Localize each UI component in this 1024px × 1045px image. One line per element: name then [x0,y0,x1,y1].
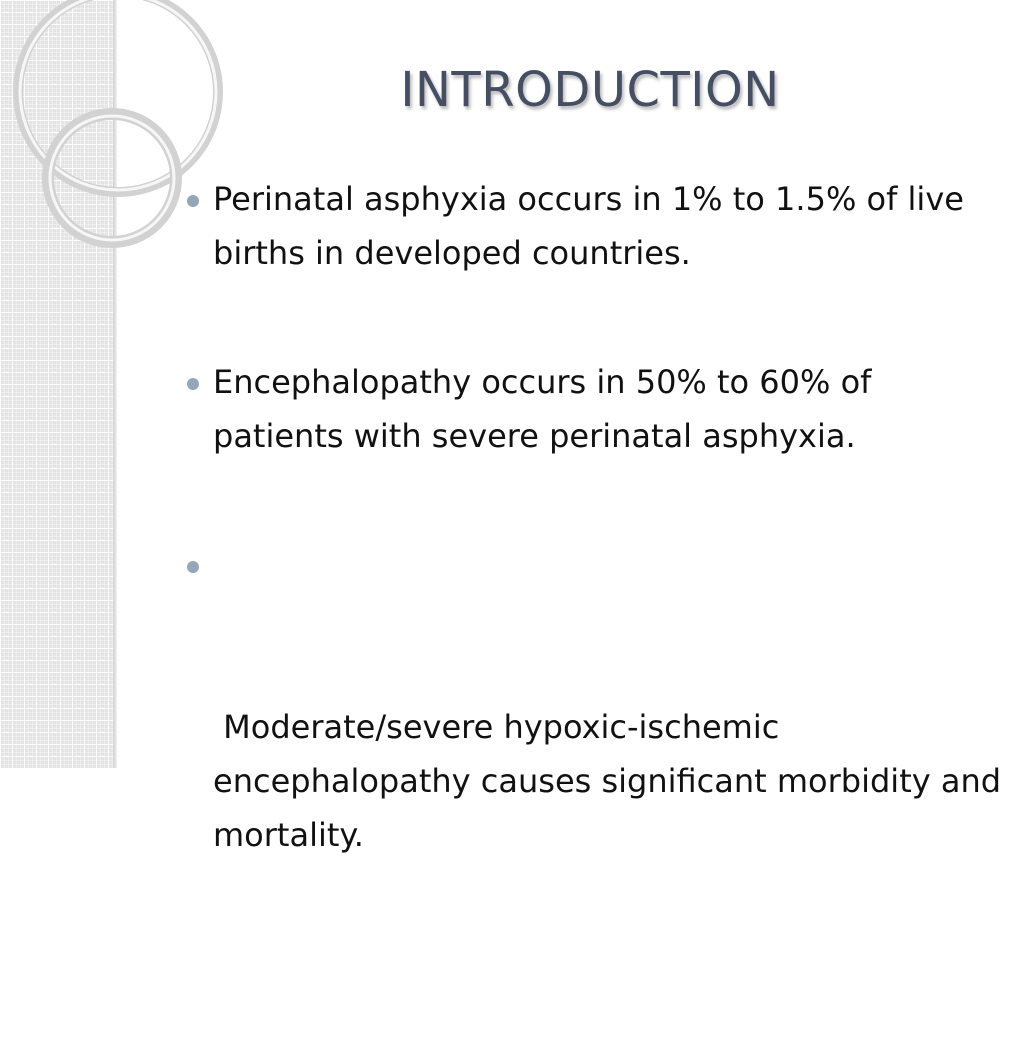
bullet-dot-icon [187,561,199,573]
decorative-rings [0,0,200,260]
bullet-list [183,172,1012,1045]
slide-title: INTRODUCTION [400,62,780,118]
bullet-item [183,538,1012,970]
bullet-dot-icon [187,378,199,390]
bullet-item [183,172,1003,280]
bullet-text: Encephalopathy occurs in 50% to 60% of patients with severe perinatal asphyxia. [213,363,872,455]
bullet-text: Moderate/severe hypoxic-ischemic encephalopathy causes significant morbidity and mortality. [213,708,1012,854]
bullet-item [183,355,1003,463]
bullet-dot-icon [187,195,199,207]
bullet-text: Perinatal asphyxia occurs in 1% to 1.5% of live births in developed countries. [213,180,964,272]
